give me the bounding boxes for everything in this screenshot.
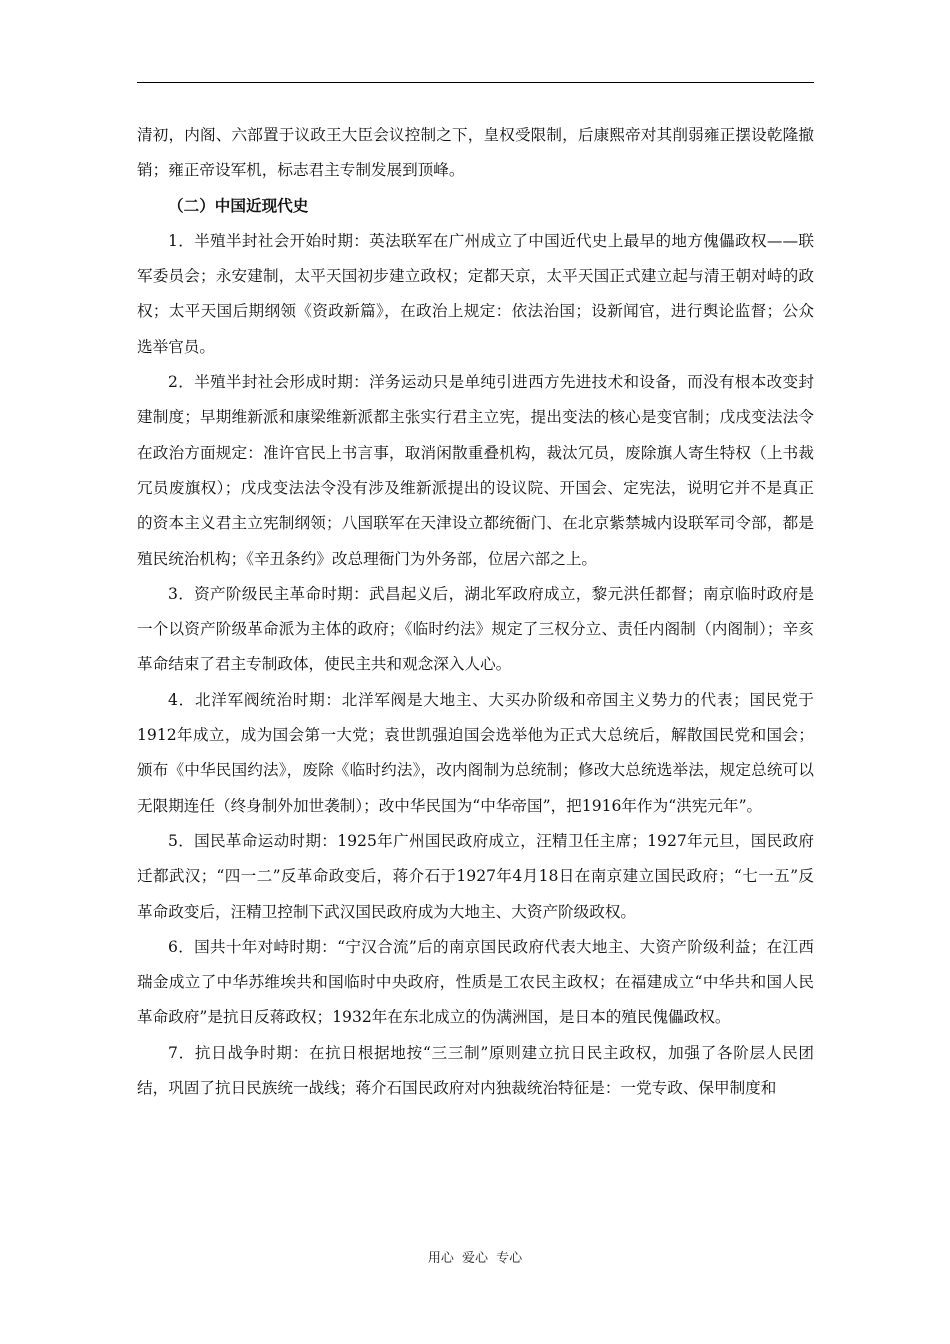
paragraph-4: 4．北洋军阀统治时期：北洋军阀是大地主、大买办阶级和帝国主义势力的代表；国民党于1912年成立，成为国会第一大党；袁世凯强迫国会选举他为正式大总统后，解散国民党和国会；颁布《中华民国约法》，废除《临时约法》，改内阁制为总统制；修改大总统选举法，规定总统可以无限期连任（终身制外加世袭制）；改中华民国为“中华帝国”，把1916年作为“洪宪元年”。 xyxy=(137,690,814,815)
paragraph-1: 1．半殖半封社会开始时期：英法联军在广州成立了中国近代史上最早的地方傀儡政权——联军委员会；永安建制，太平天国初步建立政权；定都天京，太平天国正式建立起与清王朝对峙的政权；太平天国后期纲领《资政新篇》，在政治上规定：依法治国；设新闻官，进行舆论监督；公众选举官员。 xyxy=(137,231,814,356)
paragraph-2: 2．半殖半封社会形成时期：洋务运动只是单纯引进西方先进技术和设备，而没有根本改变封建制度；早期维新派和康梁维新派都主张实行君主立宪，提出变法的核心是变官制；戊戌变法法令在政治方面规定：准许官民上书言事，取消闲散重叠机构，裁汰冗员，废除旗人寄生特权（上书裁冗员废旗权）；戊戌变法法令没有涉及维新派提出的设议院、开国会、定宪法，说明它并不是真正的资本主义君主立宪制纲领；八国联军在天津设立都统衙门、在北京紫禁城内设联军司令部，都是殖民统治机构；《辛丑条约》改总理衙门为外务部，位居六部之上。 xyxy=(137,373,814,568)
section-heading: （二）中国近现代史 xyxy=(168,196,309,215)
page-footer: 用心 爱心 专心 xyxy=(427,1251,523,1266)
paragraph-7: 7．抗日战争时期：在抗日根据地按“三三制”原则建立抗日民主政权，加强了各阶层人民团结，巩固了抗日民族统一战线；蒋介石国民政府对内独裁统治特征是：一党专政、保甲制度和 xyxy=(137,1043,814,1098)
continuation-paragraph: 清初，内阁、六部置于议政王大臣会议控制之下，皇权受限制，后康熙帝对其削弱雍正摆设乾隆撤销；雍正帝设军机，标志君主专制发展到顶峰。 xyxy=(137,126,814,180)
document-body xyxy=(137,118,814,1106)
paragraph-5: 5．国民革命运动时期：1925年广州国民政府成立，汪精卫任主席；1927年元旦，国民政府迁都武汉；“四一二”反革命政变后，蒋介石于1927年4月18日在南京建立国民政府；“七一五”反革命政变后，汪精卫控制下武汉国民政府成为大地主、大资产阶级政权。 xyxy=(137,831,814,921)
paragraph-3: 3．资产阶级民主革命时期：武昌起义后，湖北军政府成立，黎元洪任都督；南京临时政府是一个以资产阶级革命派为主体的政府；《临时约法》规定了三权分立、责任内阁制（内阁制）；辛亥革命结束了君主专制政体，使民主共和观念深入人心。 xyxy=(137,584,814,674)
header-rule xyxy=(137,82,814,83)
paragraph-6: 6．国共十年对峙时期：“宁汉合流”后的南京国民政府代表大地主、大资产阶级利益；在江西瑞金成立了中华苏维埃共和国临时中央政府，性质是工农民主政权；在福建成立“中华共和国人民革命政府”是抗日反蒋政权；1932年在东北成立的伪满洲国，是日本的殖民傀儡政权。 xyxy=(137,937,814,1027)
